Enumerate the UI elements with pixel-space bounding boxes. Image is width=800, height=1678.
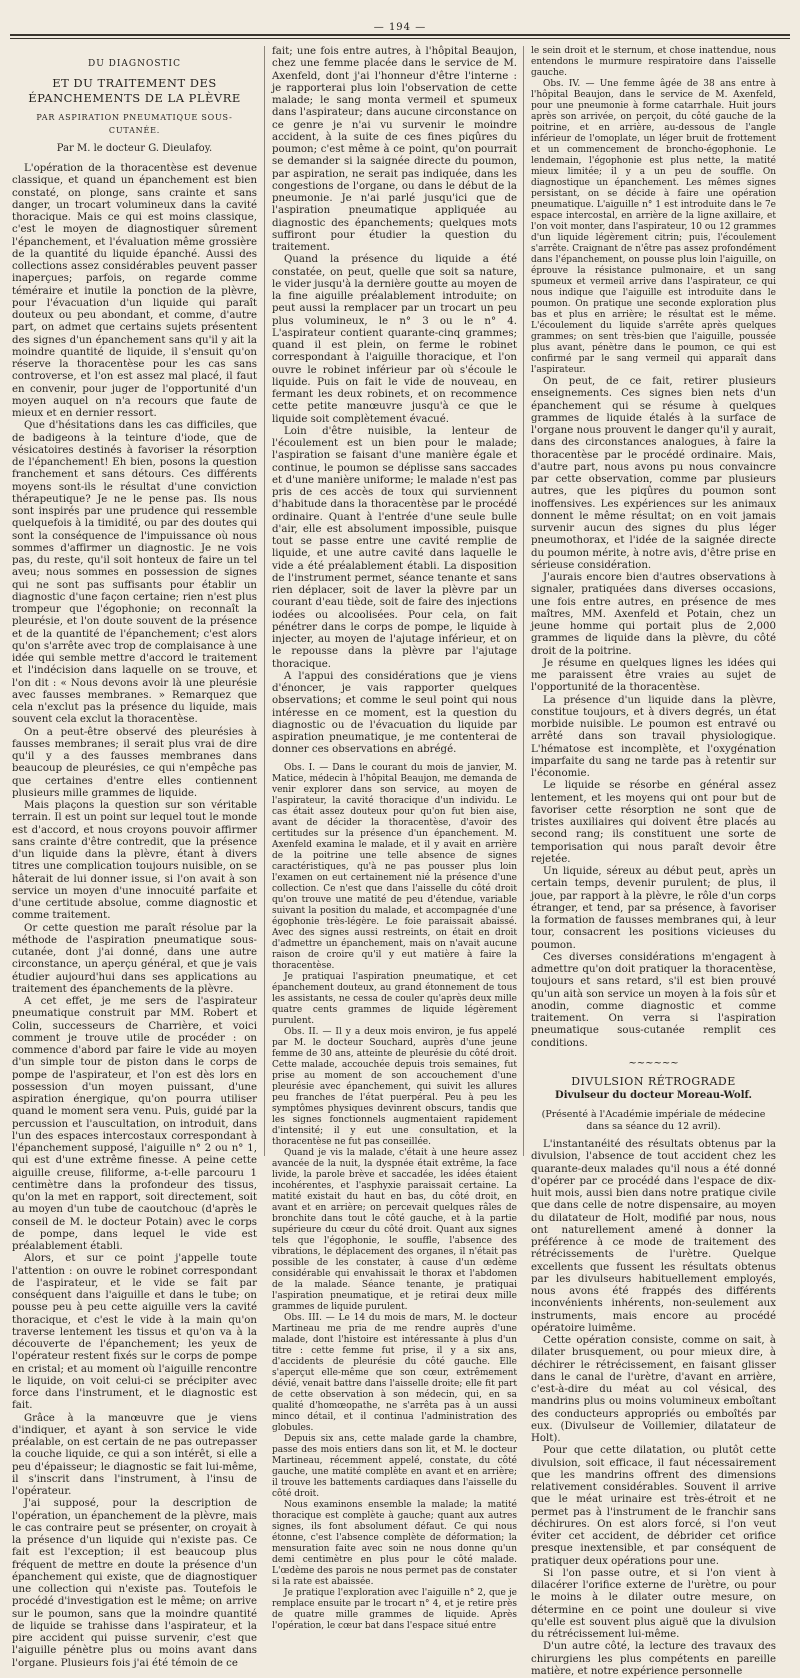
paragraph: Ces diverses considérations m'engagent à admettre qu'on doit pratiquer la thoracentèse, toujours et sans retard, s'il est bien prouvé qu'un aità son service un moyen à la fois sûr et anodin, comme diagnostic et comme traitement. On verra si l'aspiration pneumatique sous-cutanée remplit ces conditions. (531, 951, 776, 1049)
paragraph: A cet effet, je me sers de l'aspirateur pneumatique construit par MM. Robert et Colin, successeurs de Charrière, et voici comment je trouve utile de procéder : on commence d'abord par faire le vide au moyen d'un simple tour de piston dans le corps de pompe de l'aspirateur, et l'on est dès lors en possession d'un moyen puissant, d'une aspiration énergique, qu'on pourra utiliser quand le moment sera venu. Puis, guidé par la percussion et l'auscultation, on introduit, dans l'un des espaces intercostaux correspondant à l'épanchement supposé, l'aiguille n° 2 ou n° 1, qui est d'une extrême finesse. A peine cette aiguille creuse, filiforme, a-t-elle parcouru 1 centimètre dans la profondeur des tissus, qu'on la met en rapport, soit directement, soit au moyen d'un tube de caoutchouc (d'après le conseil de M. le docteur Potain) avec le corps de pompe, dans lequel le vide est préalablement établi. (12, 996, 257, 1252)
page-header (10, 0, 790, 32)
column-3 (531, 46, 776, 1677)
paragraph: L'opération de la thoracentèse est devenue classique, et quand un épanchement est bien constaté, on plonge, sans crainte et sans danger, un trocart volumineux dans la cavité thoracique. Mais ce qui est moins classique, c'est le moyen de diagnostiquer sûrement l'épanchement, et l'évaluation même grossière de la quantité du liquide épanché. Aussi des collections assez considérables peuvent passer inaperçues; parfois, on regarde comme téméraire et inutile la ponction de la plèvre, pour l'évacuation d'un liquide qui paraît douteux ou peu abondant, et comme, d'autre part, on admet que certains sujets présentent des signes d'un épanchement sans qu'il y ait la moindre quantité de liquide, il s'ensuit qu'on réserve la thoracentèse pour les cas sans controverse, et l'on est assez mal placé, il faut en convenir, pour juger de l'opportunité d'un moyen auquel on n'a recours que faute de mieux et en dernier ressort. (12, 163, 257, 419)
paragraph: Mais plaçons la question sur son véritable terrain. Il est un point sur lequel tout le monde est d'accord, et nous croyons pouvoir affirmer sans crainte d'être contredit, que la présence d'un liquide dans la plèvre, étant à divers titres une complication toujours nuisible, on se hâterait de lui donner issue, si l'on avait à son service un moyen d'une innocuité parfaite et d'une certitude absolue, comme diagnostic et comme traitement. (12, 800, 257, 922)
observation: Depuis six ans, cette malade garde la chambre, passe des mois entiers dans son lit, et M. le docteur Martineau, récemment appelé, constate, du côté gauche, une matité complète en avant et en arrière; il trouve les battements cardiaques dans l'aisselle du côté droit. (272, 1433, 517, 1499)
paragraph: Le liquide se résorbe en général assez lentement, et les moyens qui ont pour but de favoriser cette résorption ne sont que de tristes auxiliaires qui doivent être placés au second rang; ils constituent une sorte de temporisation qui nous paraît devoir être rejetée. (531, 780, 776, 865)
section-byline: Divulseur du docteur Moreau-Wolf. (555, 1090, 752, 1102)
paragraph: J'aurais encore bien d'autres observations à signaler, pratiquées dans diverses occasions, une fois entre autres, en présence de mes maîtres, MM. Axenfeld et Potain, chez un jeune homme qui portait plus de 2,000 grammes de liquide dans la plèvre, du côté droit de la poitrine. (531, 572, 776, 657)
paragraph: On a peut-être observé des pleurésies à fausses membranes; il serait plus vrai de dire qu'il y a des fausses membranes dans beaucoup de pleurésies, ce qui n'empêche pas que certaines d'entre elles contiennent plusieurs mille grammes de liquide. (12, 726, 257, 799)
paragraph: Quand la présence du liquide a été constatée, on peut, quelle que soit sa nature, le vider jusqu'à la dernière goutte au moyen de la fine aiguille préalablement introduite; on peut aussi la remplacer par un trocart un peu plus volumineux, le n° 3 ou le n° 4. L'aspirateur contient quarante-cinq grammes; quand il est plein, on ferme le robinet correspondant à l'aiguille thoracique, et l'on ouvre le robinet inférieur par où s'écoule le liquide. Puis on fait le vide de nouveau, en fermant les deux robinets, et on recommence cette petite manœuvre jusqu'à ce que le liquide soit complètement évacué. (272, 254, 517, 425)
observation: Obs. II. — Il y a deux mois environ, je fus appelé par M. le docteur Souchard, auprès d'une jeune femme de 30 ans, atteinte de pleurésie du côté droit. Cette malade, accouchée depuis trois semaines, fut prise au moment de son accouchement d'une pleurésie avec épanchement, qui suivit les allures peu franches de l'état puerpéral. Peu à peu les symptômes physiques devinrent obscurs, tandis que les signes fonctionnels augmentaient rapidement d'intensité; il y eut une consultation, et la thoracentèse ne fut pas conseillée. (272, 1026, 517, 1147)
paragraph: J'ai supposé, pour la description de l'opération, un épanchement de la plèvre, mais le cas contraire peut se présenter, on croyait à la présence d'un liquide qui n'existe pas. Ce fait est l'exception; il est beaucoup plus fréquent de mettre en doute la présence d'un épanchement qui existe, que de diagnostiquer une collection qui n'existe pas. Toutefois le procédé d'investigation est le même; on arrive sur le poumon, sans que la moindre quantité de liquide se trahisse dans l'aspirateur, et la pire accident qui puisse survenir, c'est que l'aiguille pénètre plus ou moins avant dans l'organe. Plusieurs fois j'ai été témoin de ce (12, 1498, 257, 1669)
header-rule (10, 34, 790, 36)
paragraph: Grâce à la manœuvre que je viens d'indiquer, et ayant à son service le vide préalable, on est certain de ne pas outrepasser la couche liquide, ce qui a son intérêt, si elle a peu d'épaisseur; le diagnostic se fait lui-même, il s'inscrit dans l'instrument, à l'insu de l'opérateur. (12, 1412, 257, 1497)
paragraph: Que d'hésitations dans les cas difficiles, que de badigeons à la teinture d'iode, que de vésicatoires destinés à favoriser la résorption de l'épanchement! Eh bien, posons la question franchement et sans détours. Ces différents moyens sont-ils le résultat d'une conviction thérapeutique? Je ne le pense pas. Ils nous sont inspirés par une prudence qui ressemble quelquefois à la timidité, ou par des doutes qui sont la conséquence de l'impuissance où nous sommes d'affirmer un diagnostic. Je ne vois pas, du reste, qu'il soit honteux de faire un tel aveu; nous sommes en possession de signes qui ne sont pas suffisants pour établir un diagnostic d'une façon certaine; rien n'est plus trompeur que l'égophonie; on reconnaît la pleurésie, et l'on doute souvent de la présence et de la quantité de l'épanchement; c'est alors qu'on s'arrête avec trop de complaisance à une idée qui semble mettre d'accord le traitement et l'indécision dans laquelle on se trouve, et l'on dit : « Nous devons avoir là une pleurésie avec fausses membranes. » Remarquez que cela n'exclut pas la présence du liquide, mais souvent cela exclut la thoracentèse. (12, 420, 257, 726)
column-divider (264, 46, 265, 1156)
paragraph: La présence d'un liquide dans la plèvre, constitue toujours, et à divers degrés, un état morbide nuisible. Le poumon est entravé ou arrêté dans son travail physiologique. L'hématose est incomplète, et l'oxygénation imparfaite du sang ne tarde pas à retentir sur l'économie. (531, 694, 776, 779)
observation: Quand je vis la malade, c'était à une heure assez avancée de la nuit, la dyspnée était extrême, la face livide, la parole brève et saccadée, les idées étaient incohérentes, et l'asphyxie paraissait certaine. La matité existait du haut en bas, du côté droit, en avant et en arrière; on percevait quelques râles de bronchite dans tout le côté gauche, et à la partie supérieure du cœur du côté droit. Quant aux signes tels que l'égophonie, le souffle, l'absence des vibrations, le déplacement des organes, il n'était pas possible de les constater, à cause d'un œdème considérable qui envahissait le thorax et l'abdomen de la malade. Séance tenante, je pratiquai l'aspiration pneumatique, et je retirai deux mille grammes de liquide purulent. (272, 1147, 517, 1312)
paragraph: Si l'on passe outre, et si l'on vient à dilacérer l'orifice externe de l'urètre, ou pour le moins à le dilater outre mesure, on détermine en ce point une douleur si vive qu'elle est souvent plus aiguë que la divulsion du rétrécissement lui-même. (531, 1567, 776, 1640)
paragraph: On peut, de ce fait, retirer plusieurs enseignements. Ces signes bien nets d'un épanchement qui se résume à quelques grammes de liquide étalés à la surface de l'organe nous prouvent le danger qu'il y aurait, dans des circonstances analogues, à faire la thoracentèse par le procédé ordinaire. Mais, d'autre part, nous avons pu nous convaincre par cette observation, comme par plusieurs autres, que les piqûres du poumon sont inoffensives. Les expériences sur les animaux donnent le même résultat; on en voit jamais survenir aucun des signes du plus léger pneumothorax, et l'idée de la saignée directe du poumon mérite, à notre avis, d'être prise en sérieuse considération. (531, 376, 776, 571)
column-divider (523, 46, 524, 1156)
section-note: (Présenté à l'Académie impériale de médecine dans sa séance du 12 avril). (541, 1108, 766, 1132)
observation: Obs. III. — Le 14 du mois de mars, M. le docteur Martineau me pria de me rendre auprès d'une malade, dont l'histoire est intéressante à plus d'un titre : cette femme fut prise, il y a six ans, d'accidents de pleurésie du côté gauche. Elle s'aperçut elle-même que son cœur, extrêmement dévié, venait battre dans l'aisselle droite; elle fit part de cette observation à son médecin, qui, en sa qualité d'homœopathe, ne s'arrêta pas à un aussi minco détail, et il continua l'administration des globules. (272, 1312, 517, 1433)
section-separator: ~~~~~~ (628, 1057, 679, 1069)
paragraph: L'instantanéité des résultats obtenus par la divulsion, l'absence de tout accident chez les quarante-deux malades qu'il nous a été donné d'opérer par ce procédé dans l'espace de dix-huit mois, aussi bien dans notre pratique civile que dans celle de notre dispensaire, au moyen du dilatateur de Holt, modifié par nous, nous ont naturellement amené à donner la préférence à ce mode de traitement des rétrécissements de l'urètre. Quelque excellents que fussent les résultats obtenus par les divulseurs habituellement employés, nous avons été frappés des différents inconvénients inhérents, non-seulement aux instruments, mais encore au procédé opératoire luimême. (531, 1139, 776, 1334)
observation: le sein droit et le sternum, et chose inattendue, nous entendons le murmure respiratoire dans l'aisselle gauche. (531, 46, 776, 78)
paragraph: Je résume en quelques lignes les idées qui me paraissent être vraies au sujet de l'opportunité de la thoracentèse. (531, 657, 776, 694)
paragraph: Loin d'être nuisible, la lenteur de l'écoulement est un bien pour le malade; l'aspiration se faisant d'une manière égale et continue, le poumon se déplisse sans saccades et d'une manière uniforme; le malade n'est pas pris de ces accès de toux qui surviennent d'habitude dans la thoracentèse par le procédé ordinaire. Quant à l'entrée d'une seule bulle d'air, elle est absolument impossible, puisque tout se passe entre une cavité remplie de liquide, et une autre cavité dans laquelle le vide a été préalablement établi. La disposition de l'instrument permet, séance tenante et sans rien déplacer, soit de laver la plèvre par un courant d'eau tiède, soit de faire des injections iodées ou alcoolisées. Pour cela, on fait pénétrer dans le corps de pompe, le liquide à injecter, au moyen de l'ajutage inférieur, et on le repousse dans la plèvre par l'ajutage thoracique. (272, 425, 517, 670)
paragraph: Un liquide, séreux au début peut, après un certain temps, devenir purulent; de plus, il joue, par rapport à la plèvre, le rôle d'un corps étranger, et tend, par sa présence, à favoriser la formation de fausses membranes qui, à leur tour, consacrent les positions vicieuses du poumon. (531, 866, 776, 951)
section-title: DIVULSION RÉTROGRADE (571, 1075, 736, 1088)
header-rule-thin (10, 38, 790, 39)
paragraph: Pour que cette dilatation, ou plutôt cette divulsion, soit efficace, il faut nécessairement que les mandrins offrent des dimensions relativement considérables. Souvent il arrive que le méat urinaire est très-étroit et ne permet pas à l'instrument de le franchir sans déchirures. On est alors forcé, si l'on veut éviter cet accident, de débrider cet orifice presque inextensible, et par conséquent de pratiquer deux opérations pour une. (531, 1445, 776, 1567)
column-2 (272, 46, 517, 1631)
paragraph: Or cette question me paraît résolue par la méthode de l'aspiration pneumatique sous-cutanée, dont j'ai donné, dans une autre circonstance, un aperçu général, et que je vais étudier aujourd'hui dans ses applications au traitement des épanchements de la plèvre. (12, 922, 257, 995)
article-kicker: DU DIAGNOSTIC (88, 59, 181, 69)
paragraph: A l'appui des considérations que je viens d'énoncer, je vais rapporter quelques observations; et comme le seul point qui nous intéresse en ce moment, est la question du diagnostic ou de l'évacuation du liquide par aspiration pneumatique, je me contenterai de donner ces observations en abrégé. (272, 670, 517, 756)
paragraph: D'un autre côté, la lecture des travaux des chirurgiens les plus compétents en pareille matière, et notre expérience personnelle (531, 1641, 776, 1677)
article-subtitle: PAR ASPIRATION PNEUMATIQUE SOUS-CUTANÉE. (36, 113, 233, 135)
article-title: ET DU TRAITEMENT DES ÉPANCHEMENTS DE LA PLÈVRE (28, 76, 241, 106)
paragraph: Alors, et sur ce point j'appelle toute l'attention : on ouvre le robinet correspondant de l'aspirateur, et le vide se fait par conséquent dans l'aiguille et dans le tube; on pousse peu à peu cette aiguille vers la cavité thoracique, et c'est le vide à la main qu'on traverse lentement les tissus et qu'on va à la découverte de l'épanchement; les yeux de l'opérateur restent fixés sur le corps de pompe en cristal; et au moment où l'aiguille rencontre le liquide, on voit celui-ci se précipiter avec force dans l'instrument, et le diagnostic est fait. (12, 1253, 257, 1412)
paragraph: fait; une fois entre autres, à l'hôpital Beaujon, chez une femme placée dans le service de M. Axenfeld, dont j'ai l'honneur d'être l'interne : je rapporterai plus loin l'observation de cette malade; le sang monta vermeil et spumeux dans l'aspirateur; dans aucune circonstance on ce genre je n'ai vu survenir le moindre accident, à la suite de ces fines piqûres du poumon; c'est même à ce point, qu'on pourrait se demander si la saignée directe du poumon, par aspiration, ne serait pas indiquée, dans les congestions de l'organe, ou dans le début de la pneumonie. Je n'ai parlé jusqu'ici que de l'aspiration pneumatique appliquée au diagnostic des épanchements; quelques mots suffiront pour étudier la question du traitement. (272, 46, 517, 253)
article-byline: Par M. le docteur G. Dieulafoy. (56, 142, 213, 154)
observation: Je pratiquai l'aspiration pneumatique, et cet épanchement douteux, au grand étonnement de tous les assistants, ne cessa de couler qu'après deux mille quatre cents grammes de liquide légèrement purulent. (272, 971, 517, 1026)
observation: Obs. I. — Dans le courant du mois de janvier, M. Matice, médecin à l'hôpital Beaujon, me demanda de venir explorer dans son service, au moyen de l'aspirateur, la cavité thoracique d'un individu. Le cas était assez douteux pour qu'on fut bien aise, avant de décider la thoracentèse, d'avoir des certitudes sur la présence d'un épanchement. M. Axenfeld examina le malade, et il y avait en arrière de la poitrine une telle absence de signes caractéristiques, qu'à ne pas pousser plus loin l'examen on eut certainement nié la présence d'une collection. Ce n'est que dans l'aisselle du côté droit qu'on trouve une matité de peu d'étendue, variable suivant la position du malade, et accompagnée d'une égophonie très-légère. Le foie paraissait abaissé. Avec des signes aussi restreints, on était en droit d'admettre un épanchement, mais on n'avait aucune raison de croire qu'il y eut matière à faire la thoracentèse. (272, 762, 517, 971)
observation: Nous examinons ensemble la malade; la matité thoracique est complète à gauche; quant aux autres signes, ils font absolument défaut. Ce qui nous étonne, c'est l'absence complète de déformation; la mensuration faite avec soin ne nous donne qu'un demi centimètre en plus pour le côté malade. L'œdème des parois ne nous permet pas de constater si la rate est abaissée. (272, 1499, 517, 1587)
observation: Je pratique l'exploration avec l'aiguille n° 2, que je remplace ensuite par le trocart n° 4, et je retire près de quatre mille grammes de liquide. Après l'opération, le cœur bat dans l'espace situé entre (272, 1587, 517, 1631)
page-number: — 194 — (373, 22, 427, 33)
observation: Obs. IV. — Une femme âgée de 38 ans entre à l'hôpital Beaujon, dans le service de M. Axenfeld, pour une pneumonie à forme catarrhale. Huit jours après son arrivée, on perçoit, du côté gauche de la poitrine, et en arrière, au-dessous de l'angle inférieur de l'omoplate, un léger bruit de frottement et un commencement de broncho-égophonie. Le lendemain, l'égophonie est plus nette, la matité mieux limitée; il y a un peu de souffle. On diagnostique un épanchement. Les mêmes signes persistant, on se décide à faire une opération pneumatique. L'aiguille n° 1 est introduite dans le 7e espace intercostal, en arrière de la ligne axillaire, et l'on voit monter, dans l'aspirateur, 10 ou 12 grammes d'un liquide légèrement citrin; puis, l'écoulement s'arrête. Craignant de n'être pas assez profondément dans l'épanchement, on pousse plus loin l'aiguille, on éprouve la résistance pulmonaire, et un sang spumeux et vermeil arrive dans l'aspirateur, ce qui nous indique que l'aiguille est introduite dans le poumon. On pratique une seconde exploration plus bas et plus en arrière; le résultat est le même. L'écoulement du liquide s'arrête après quelques grammes; on sent très-bien que l'aiguille, poussée plus avant, pénètre dans le poumon, ce qui est confirmé par le sang vermeil qui apparaît dans l'aspirateur. (531, 79, 776, 375)
paragraph: Cette opération consiste, comme on sait, à dilater brusquement, ou pour mieux dire, à déchirer le rétrécissement, en faisant glisser dans le canal de l'urètre, d'avant en arrière, c'est-à-dire du méat au col vésical, des mandrins plus ou moins volumineux emboîtant des conducteurs appropriés ou emboîtés par eux. (Divulseur de Voillemier, dilatateur de Holt). (531, 1335, 776, 1444)
column-1 (12, 46, 257, 1669)
